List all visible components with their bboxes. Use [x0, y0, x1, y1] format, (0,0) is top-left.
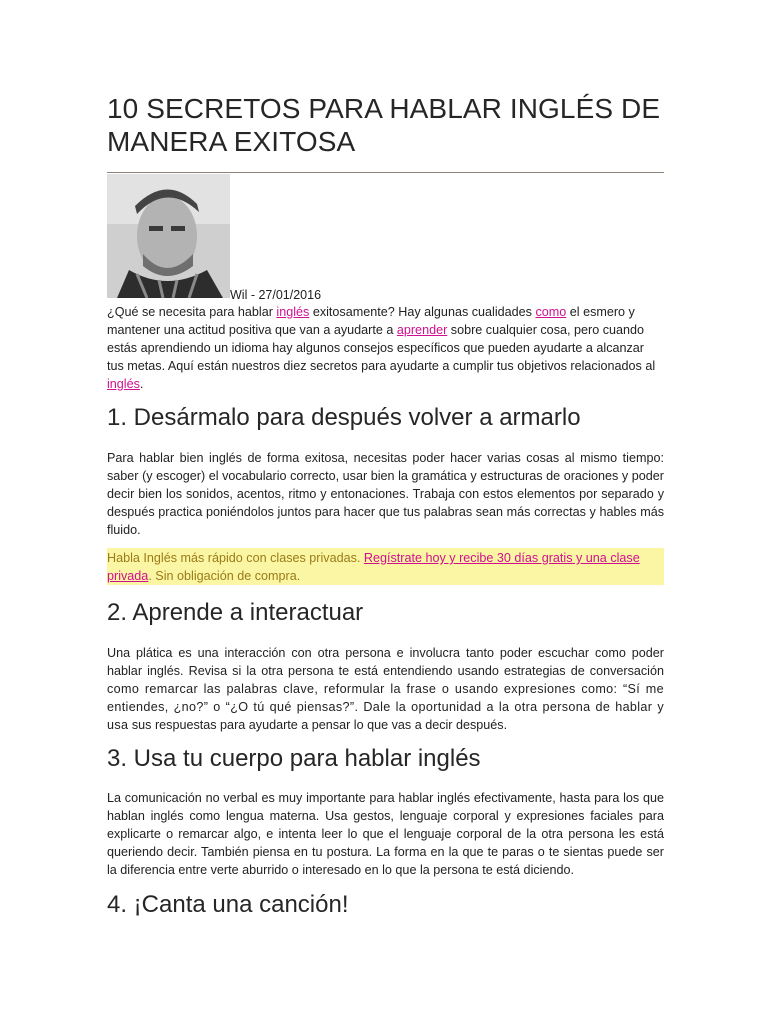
- section-heading-1: 1. Desármalo para después volver a armarlo: [107, 404, 581, 431]
- section-heading-3: 3. Usa tu cuerpo para hablar inglés: [107, 745, 481, 772]
- link-ingles-2[interactable]: inglés: [107, 377, 140, 391]
- title-divider: [107, 172, 664, 173]
- section-body-2c: sus respuestas para ayudarte a pensar lo que vas a decir después.: [128, 718, 508, 732]
- section-body-2: [107, 644, 664, 734]
- page-title: 10 SECRETOS PARA HABLAR INGLÉS DE MANERA EXITOSA: [107, 93, 661, 157]
- intro-text: exitosamente? Hay algunas cualidades: [309, 305, 536, 319]
- author-photo-icon: [107, 174, 230, 298]
- intro-text: .: [139, 377, 144, 391]
- section-body-3: La comunicación no verbal es muy importante para hablar inglés efectivamente, hasta para los que hablan inglés como lengua materna. Usa gestos, lenguaje corporal y expresiones faciales para explicarte o remarcar algo, e intenta leer lo que el lenguaje corporal de la otra persona les está queriendo decir. También piensa en tu postura. La forma en la que te paras o te sientas puede ser la diferencia entre verte aburrido o interesado en lo que la persona te está diciendo.: [107, 791, 664, 877]
- section-body-2a: Una plática es una interacción con otra persona e involucra tanto poder escuchar como poder hablar inglés. Revisa si la otra persona te está entendiendo usando estrategias de conversación: [107, 646, 664, 678]
- intro-text: sobre cualquier cosa, pero cuando estás aprendiendo un idioma hay algunos consejos específicos que pueden ayudarte a alcanzar tus metas. Aquí están nuestros diez secretos para ayudarte a cumplir tus objetivos relacionados al: [107, 323, 656, 373]
- section-body-1: Para hablar bien inglés de forma exitosa, necesitas poder hacer varias cosas al mismo tiempo: saber (y escoger) el vocabulario correcto, usar bien la gramática y estructuras de oraciones y poder decir bien los sonidos, acentos, ritmo y entonaciones. Trabaja con estos elementos por separado y después practica poniéndolos juntos para hacer que tus palabras sean más correctas y hables más fluido.: [107, 451, 664, 537]
- author-date: Wil - 27/01/2016: [230, 288, 322, 302]
- promo-banner: [107, 548, 664, 585]
- section-body-2b: como remarcar las palabras clave, reformular la frase o usando expresiones como: “Sí me entiendes, ¿no?” o “¿O tú qué piensas?”. Dale la oportunidad a la otra persona de hablar y usa: [107, 682, 664, 732]
- section-heading-2: 2. Aprende a interactuar: [107, 599, 364, 626]
- promo-text-block: [107, 548, 664, 585]
- promo-tail: . Sin obligación de compra.: [148, 569, 301, 583]
- promo-link[interactable]: Regístrate hoy y recibe 30 días gratis y una clase privada: [107, 551, 640, 583]
- promo-text: Habla Inglés más rápido con clases privadas.: [107, 551, 364, 565]
- link-como[interactable]: como: [535, 305, 567, 319]
- section-heading-4: 4. ¡Canta una canción!: [107, 891, 349, 918]
- intro-text: el esmero y mantener una actitud positiva que van a ayudarte a: [107, 305, 635, 337]
- author-avatar: [107, 174, 230, 298]
- intro-paragraph: [107, 303, 664, 393]
- link-aprender[interactable]: aprender: [396, 323, 448, 337]
- intro-text: ¿Qué se necesita para hablar: [107, 305, 277, 319]
- link-ingles[interactable]: inglés: [276, 305, 310, 319]
